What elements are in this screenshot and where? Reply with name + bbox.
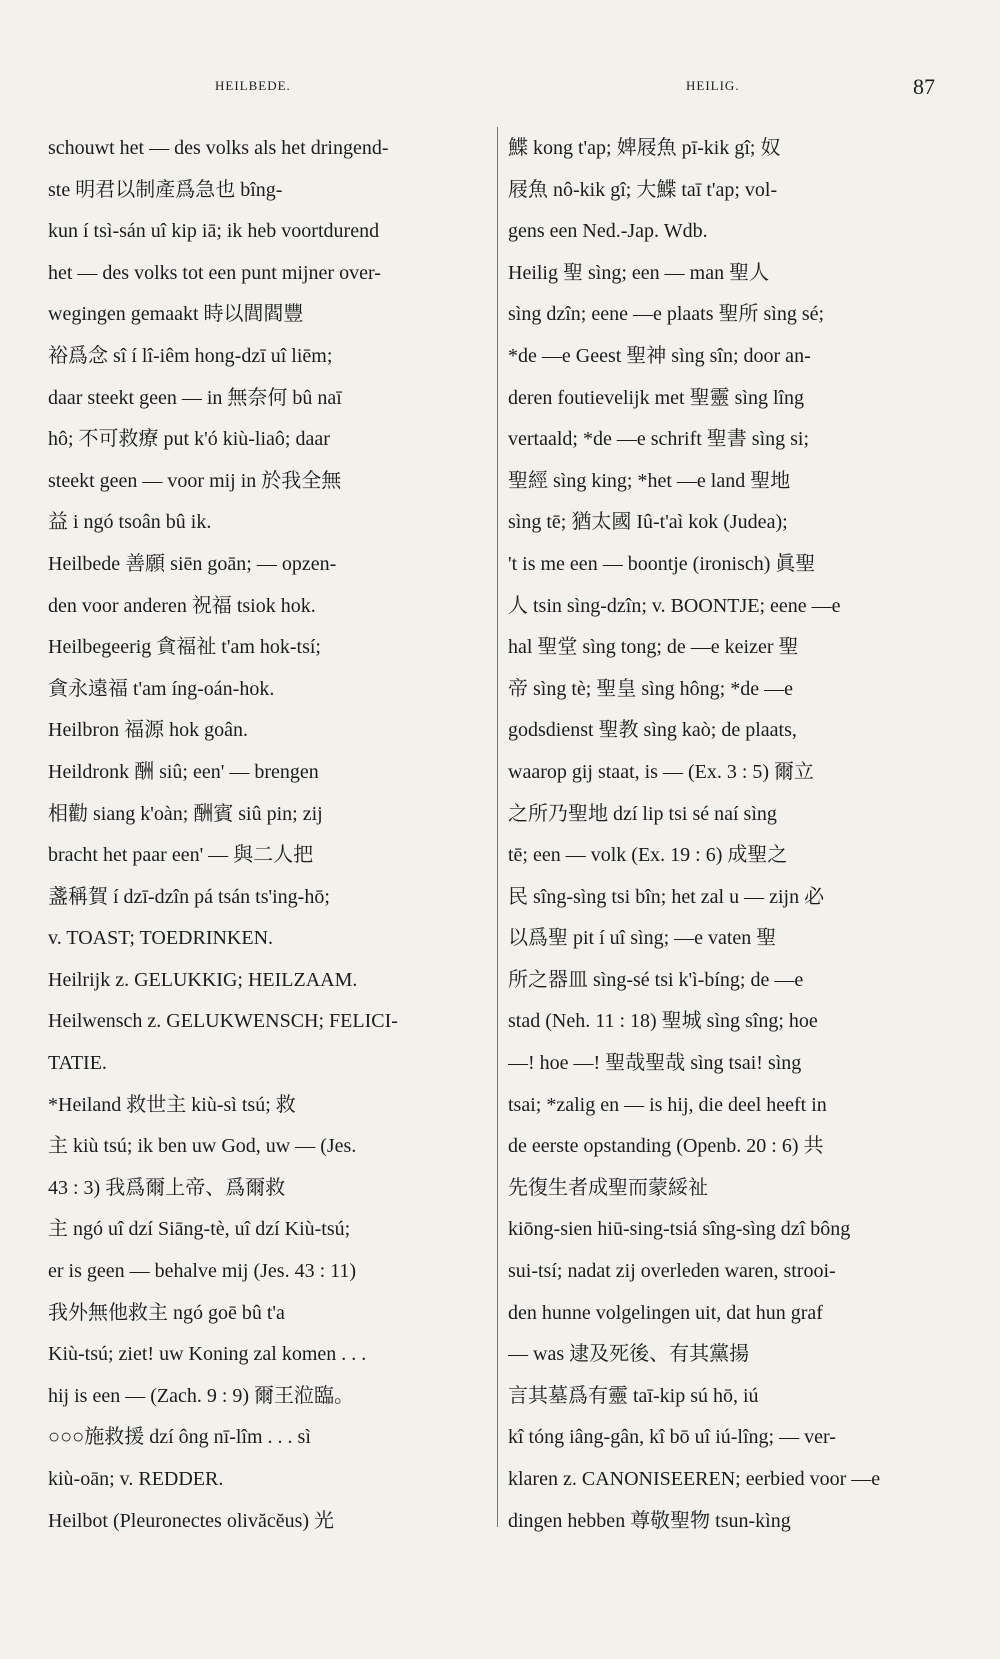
text-line: het — des volks tot een punt mijner over- [48,261,381,284]
text-line: dingen hebben 尊敬聖物 tsun-kìng [508,1509,791,1532]
text-line: 屐魚 nô-kik gî; 大鰈 taī t'ap; vol- [508,178,778,201]
text-line: deren foutievelijk met 聖靈 sìng lîng [508,386,805,409]
right-running-head: HEILIG. [686,78,740,93]
text-line: hij is een — (Zach. 9 : 9) 爾王涖臨。 [48,1384,355,1407]
text-line: er is geen — behalve mij (Jes. 43 : 11) [48,1260,357,1283]
text-line: 鰈 kong t'ap; 婢屐魚 pī-kik gî; 奴 [508,137,781,159]
text-line: Heilbegeerig 貪福祉 t'am hok-tsí; [48,636,321,659]
text-line: TATIE. [48,1052,107,1075]
text-line: — was 逮及死後、有其黨揚 [508,1343,750,1366]
text-line: stad (Neh. 11 : 18) 聖城 sìng sîng; hoe [508,1010,818,1033]
text-line: waarop gij staat, is — (Ex. 3 : 5) 爾立 [508,760,815,783]
text-line: 貪永遠福 t'am íng-oán-hok. [48,677,275,700]
page-number: 87 [913,74,935,99]
text-line: ○○○施救援 dzí ông nī-lîm . . . sì [48,1426,311,1449]
text-line: 人 tsin sìng-dzîn; v. BOONTJE; eene —e [508,594,841,617]
text-line: 以爲聖 pit í uî sìng; —e vaten 聖 [508,927,777,950]
text-line: sui-tsí; nadat zij overleden waren, strooi- [508,1260,836,1283]
text-line: Heilwensch z. GELUKWENSCH; FELICI- [48,1010,398,1033]
text-line: kiōng-sien hiū-sing-tsiá sîng-sìng dzî bông [508,1218,851,1241]
text-line: Heildronk 酬 siû; een' — brengen [48,760,319,783]
column-divider [497,127,498,1527]
text-line: gens een Ned.-Jap. Wdb. [508,220,708,243]
left-column [48,128,473,1542]
text-line: 聖經 sìng king; *het —e land 聖地 [508,469,791,492]
text-line: Heilbede 善願 siēn goān; — opzen- [48,552,337,575]
text-line: kiù-oān; v. REDDER. [48,1468,224,1490]
text-line: schouwt het — des volks als het dringend- [48,137,389,159]
text-line: daar steekt geen — in 無奈何 bû naī [48,386,342,409]
text-line: 43 : 3) 我爲爾上帝、爲爾救 [48,1176,286,1199]
text-line: de eerste opstanding (Openb. 20 : 6) 共 [508,1135,824,1158]
text-line: 先復生者成聖而蒙綏祉 [508,1176,708,1199]
text-line: 所之器皿 sìng-sé tsi k'ì-bíng; de —e [508,968,804,991]
text-line: 相勸 siang k'oàn; 酬賓 siû pin; zij [48,802,323,825]
text-line: *Heiland 救世主 kiù-sì tsú; 救 [48,1093,296,1116]
right-column [508,128,940,1542]
text-line: wegingen gemaakt 時以閭閻豐 [48,303,304,326]
text-line: steekt geen — voor mij in 於我全無 [48,469,342,492]
text-line: *de —e Geest 聖神 sìng sîn; door an- [508,344,811,367]
text-line: tsai; *zalig en — is hij, die deel heeft in [508,1093,827,1116]
text-line: 民 sîng-sìng tsi bîn; het zal u — zijn 必 [508,885,825,908]
text-line: 盞稱賀 í dzī-dzîn pá tsán ts'ing-hō; [48,885,330,908]
text-line: godsdienst 聖教 sìng kaò; de plaats, [508,719,797,742]
text-line: Kiù-tsú; ziet! uw Koning zal komen . . . [48,1343,367,1366]
text-line: 益 i ngó tsoân bû ik. [48,511,212,534]
text-line: Heilbron 福源 hok goân. [48,719,248,742]
text-line: kun í tsì-sán uî kip iā; ik heb voortdurend [48,220,380,243]
text-line: bracht het paar een' — 與二人把 [48,844,314,867]
text-line: klaren z. CANONISEEREN; eerbied voor —e [508,1468,881,1490]
text-line: —! hoe —! 聖哉聖哉 sìng tsai! sìng [508,1052,802,1075]
text-line: tē; een — volk (Ex. 19 : 6) 成聖之 [508,844,788,867]
text-line: Heilig 聖 sìng; een — man 聖人 [508,261,770,284]
text-line: 裕爲念 sî í lî-iêm hong-dzī uî liēm; [48,344,333,367]
text-line: sìng tē; 猶太國 Iû-t'aì kok (Judea); [508,511,788,534]
text-line: 帝 sìng tè; 聖皇 sìng hông; *de —e [508,677,793,700]
text-line: 我外無他救主 ngó goē bû t'a [48,1301,285,1324]
left-running-head: HEILBEDE. [215,78,291,93]
text-line: den voor anderen 祝福 tsiok hok. [48,594,316,617]
text-line: 主 kiù tsú; ik ben uw God, uw — (Jes. [48,1135,357,1158]
text-line: v. TOAST; TOEDRINKEN. [48,927,274,950]
text-line: hô; 不可救療 put k'ó kiù-liaô; daar [48,428,330,451]
text-line: sìng dzîn; eene —e plaats 聖所 sìng sé; [508,303,825,326]
text-line: 't is me een — boontje (ironisch) 眞聖 [508,552,816,575]
text-line: 言其墓爲有靈 taī-kip sú hō, iú [508,1384,759,1407]
text-line: vertaald; *de —e schrift 聖書 sìng si; [508,428,810,451]
text-line: hal 聖堂 sìng tong; de —e keizer 聖 [508,636,799,659]
text-line: 之所乃聖地 dzí lip tsi sé naí sìng [508,802,777,825]
text-line: ste 明君以制產爲急也 bîng- [48,178,283,201]
text-line: kî tóng iâng-gân, kî bō uî iú-lîng; — ver- [508,1426,836,1449]
text-line: den hunne volgelingen uit, dat hun graf [508,1301,823,1324]
text-line: Heilrijk z. GELUKKIG; HEILZAAM. [48,968,358,991]
text-line: 主 ngó uî dzí Siāng-tè, uî dzí Kiù-tsú; [48,1218,351,1241]
text-line: Heilbot (Pleuronectes olivăcĕus) 光 [48,1509,335,1532]
